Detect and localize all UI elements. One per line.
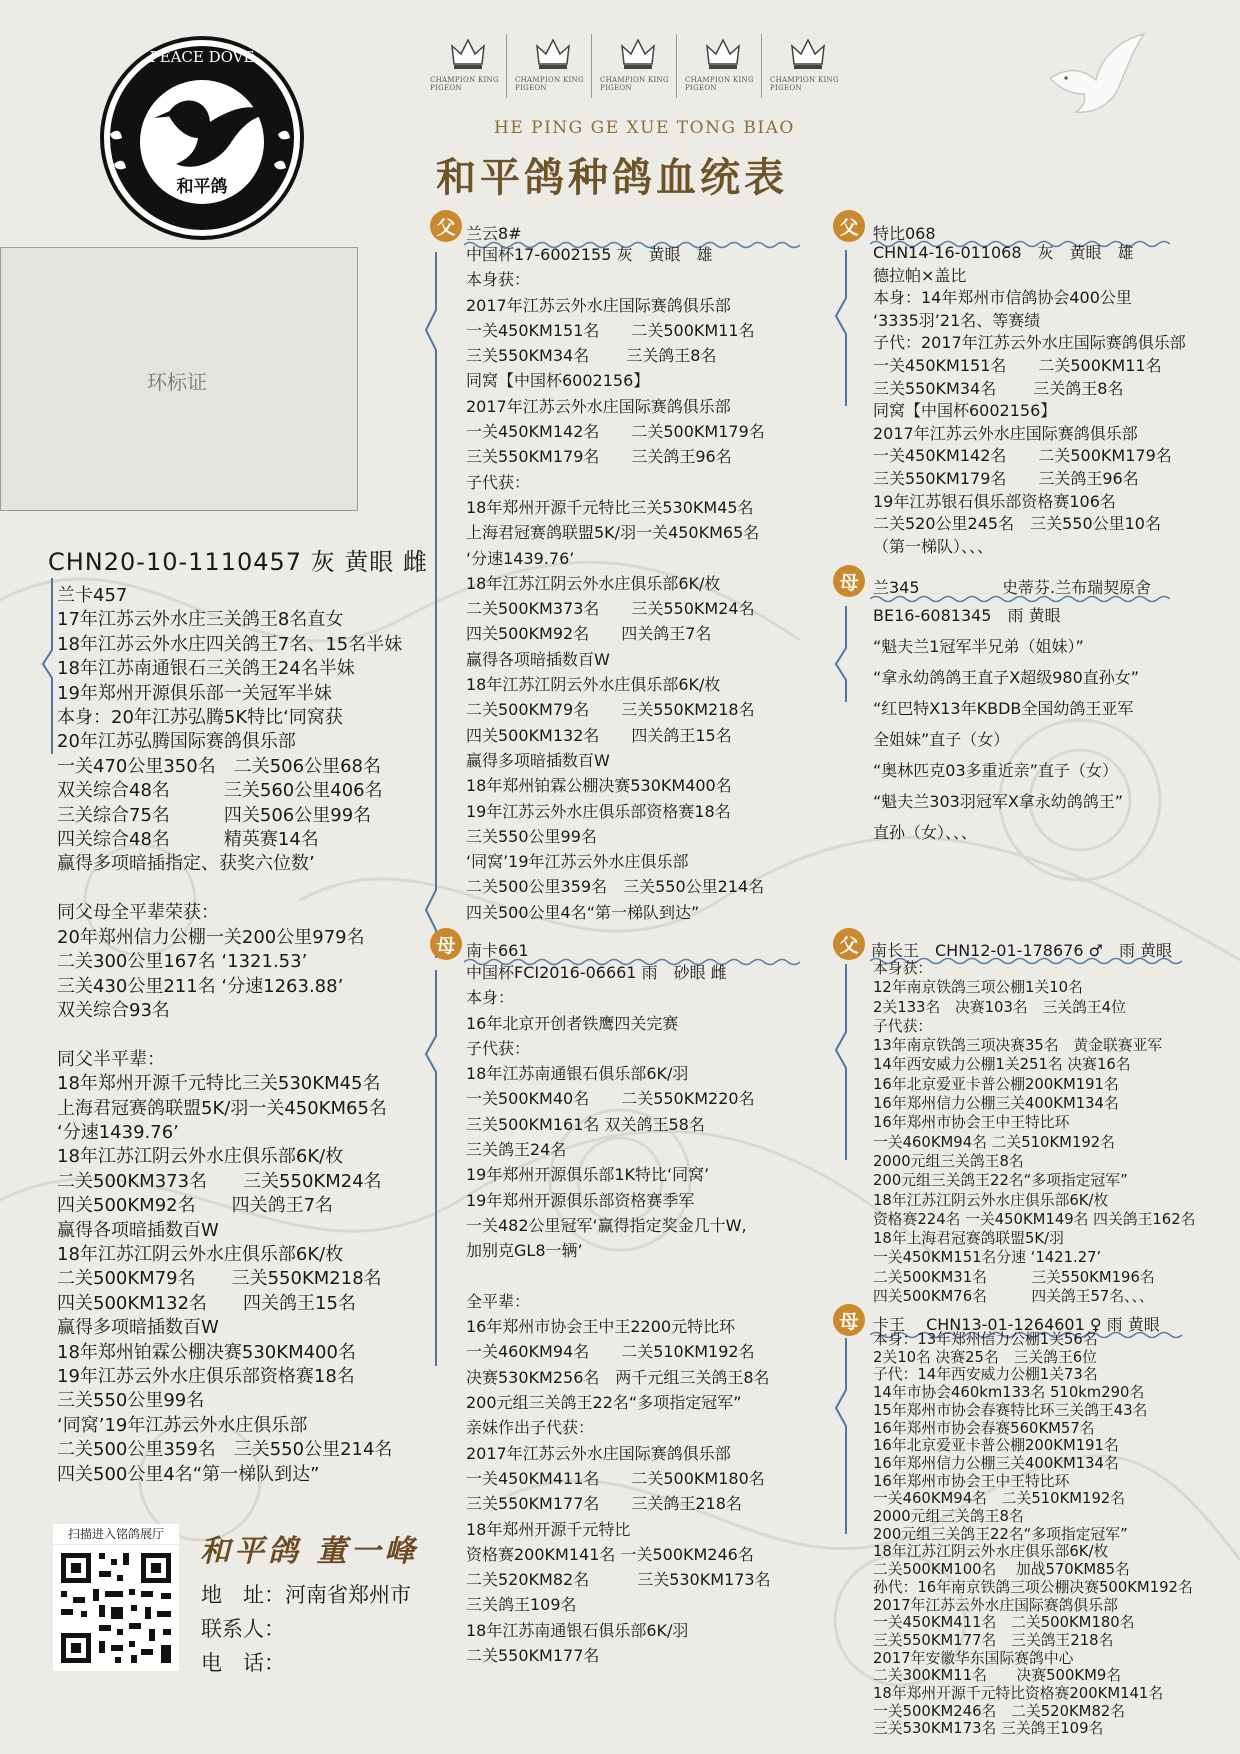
text-line: ‘同窝’19年江苏云外水庄俱乐部 bbox=[466, 852, 689, 872]
text-line: 2017年江苏云外水庄国际赛鸽俱乐部 bbox=[873, 1596, 1118, 1614]
text-line: 一关500KM246名 二关520KM82名 bbox=[873, 1702, 1126, 1720]
text-line: 中国杯FCI2016-06661 雨 砂眼 雌 bbox=[466, 963, 727, 982]
dam-badge: 母 bbox=[430, 928, 462, 960]
qr-code[interactable] bbox=[53, 1545, 179, 1671]
text-line: 三关鸽王24名 bbox=[466, 1140, 567, 1160]
text-line: 一关450KM142名 二关500KM179名 bbox=[466, 422, 765, 442]
text-line: 本身：20年江苏弘腾5K特比‘同窝获 bbox=[57, 707, 343, 729]
text-line: 同父母全平辈荣获： bbox=[57, 902, 219, 924]
text-line: 15年郑州市协会春赛特比环三关鸽王43名 bbox=[873, 1401, 1148, 1419]
qr-caption: 扫描进入铭鸽展厅 bbox=[53, 1524, 179, 1544]
text-line bbox=[466, 1264, 771, 1289]
text-line: 18年郑州铂霖公棚决赛530KM400名 bbox=[466, 776, 732, 796]
text-line: 三关550KM34名 三关鸽王8名 bbox=[873, 378, 1124, 398]
text-line bbox=[57, 1023, 402, 1047]
crown-emblem bbox=[600, 34, 677, 98]
text-line: “奥林匹克03多重近亲”直子（女） bbox=[873, 761, 1118, 780]
text-line: 四关500KM92名 四关鸽王7名 bbox=[466, 624, 712, 644]
text-line: 二关520KM82名 三关530KM173名 bbox=[466, 1570, 771, 1590]
text-line: 赢得多项暗插指定、获奖六位数’ bbox=[57, 853, 315, 875]
text-line: 18年江苏云外水庄四关鸽王7名、15名半妹 bbox=[57, 633, 403, 655]
text-line: 14年市协会460km133名 510km290名 bbox=[873, 1384, 1145, 1402]
text-line: 2关10名 决赛25名 三关鸽王6位 bbox=[873, 1348, 1097, 1366]
text-line: 16年北京开创者铁鹰四关完赛 bbox=[466, 1013, 679, 1033]
text-line: 二关550KM177名 bbox=[466, 1646, 600, 1666]
text-line: 双关综合93名 bbox=[57, 999, 170, 1021]
text-line: 16年郑州信力公棚三关400KM134名 bbox=[873, 1095, 1119, 1113]
text-line: 一关500KM40名 二关550KM220名 bbox=[466, 1089, 755, 1109]
sire-sire-details bbox=[873, 242, 1186, 558]
ring-certificate-box bbox=[0, 247, 358, 511]
text-line: 二关500KM79名 三关550KM218名 bbox=[57, 1268, 382, 1290]
text-line: CHN14-16-011068 灰 黄眼 雄 bbox=[873, 243, 1134, 262]
text-line: 四关500公里4名“第一梯队到达” bbox=[57, 1463, 320, 1485]
text-line: 四关500KM132名 四关鸽王15名 bbox=[466, 725, 732, 745]
crown-emblem bbox=[685, 34, 762, 98]
text-line: 三关500KM161名 双关鸽王58名 bbox=[466, 1114, 705, 1134]
text-line: 二关500KM373名 三关550KM24名 bbox=[466, 599, 755, 619]
text-line: 19年江苏银石俱乐部资格赛106名 bbox=[873, 491, 1116, 511]
dove-icon bbox=[1040, 26, 1150, 122]
sire-details bbox=[466, 242, 765, 925]
peace-dove-logo bbox=[98, 34, 306, 242]
text-line: 子代获： bbox=[466, 472, 531, 492]
subject-id: CHN20-10-1110457 灰 黄眼 雌 bbox=[48, 548, 428, 576]
text-line: 二关300KM11名 决赛500KM9名 bbox=[873, 1667, 1122, 1685]
text-line: 同窝【中国杯6002156】 bbox=[466, 371, 650, 391]
text-line: 18年郑州开源千元特比 bbox=[466, 1519, 631, 1539]
text-line: 一关450KM411名 二关500KM180名 bbox=[873, 1614, 1135, 1632]
text-line: 16年郑州市协会王中王特比环 bbox=[873, 1114, 1070, 1132]
text-line: 18年江苏江阴云外水庄俱乐部6K/枚 bbox=[57, 1243, 344, 1265]
text-line: 16年北京爱亚卡普公棚200KM191名 bbox=[873, 1437, 1119, 1455]
text-line: 上海君冠赛鸽联盟5K/羽一关450KM65名 bbox=[57, 1097, 387, 1119]
text-line: 三关550KM177名 三关鸽王218名 bbox=[873, 1631, 1114, 1649]
text-line: 2000元组三关鸽王8名 bbox=[873, 1152, 1024, 1170]
subject-bracket bbox=[40, 576, 54, 756]
text-line: （第一梯队）、、、 bbox=[873, 536, 994, 556]
text-line: 18年郑州开源千元特比三关530KM45名 bbox=[57, 1073, 381, 1095]
crown-emblem bbox=[515, 34, 592, 98]
text-line: 18年江苏江阴云外水庄俱乐部6K/枚 bbox=[873, 1191, 1109, 1209]
text-line: 三关550KM179名 三关鸽王96名 bbox=[466, 447, 732, 467]
text-line: 中国杯17-6002155 灰 黄眼 雄 bbox=[466, 245, 713, 264]
crown-emblem bbox=[770, 34, 846, 98]
address-label: 地 址： bbox=[201, 1583, 285, 1607]
text-line: 三关530KM173名 三关鸽王109名 bbox=[873, 1720, 1104, 1738]
text-line: 一关460KM94名 二关510KM192名 bbox=[466, 1342, 755, 1362]
text-line: 子代获： bbox=[873, 1017, 933, 1035]
text-line: 一关450KM151名 二关500KM11名 bbox=[466, 320, 755, 340]
text-line: 200元组三关鸽王22名“多项指定冠军” bbox=[466, 1393, 742, 1413]
text-line: 2017年江苏云外水庄国际赛鸽俱乐部 bbox=[466, 1443, 731, 1463]
text-line: 16年郑州市协会王中王2200元特比环 bbox=[466, 1317, 736, 1337]
text-line: 一关450KM142名 二关500KM179名 bbox=[873, 446, 1172, 466]
crown-icon bbox=[618, 34, 658, 74]
text-line: 三关430公里211名 ‘分速1263.88’ bbox=[57, 975, 344, 997]
text-line: 二关520公里245名 三关550公里10名 bbox=[873, 514, 1161, 534]
page-subtitle: HE PING GE XUE TONG BIAO bbox=[494, 118, 795, 138]
crown-caption: CHAMPION KING PIGEON bbox=[515, 76, 584, 92]
text-line: 二关300公里167名 ‘1321.53’ bbox=[57, 951, 308, 973]
contact-info bbox=[201, 1578, 411, 1680]
dam-dam-bracket bbox=[830, 1336, 850, 1536]
text-line: 20年郑州信力公棚一关200公里979名 bbox=[57, 926, 365, 948]
sire-sire-name: 特比068 bbox=[873, 224, 936, 243]
text-line: 本身：13年郑州信力公棚1关56名 bbox=[873, 1331, 1098, 1348]
text-line: 16年郑州信力公棚三关400KM134名 bbox=[873, 1454, 1119, 1472]
text-line: 亲妹作出子代获： bbox=[466, 1418, 595, 1438]
text-line: “魁夫兰303羽冠军X拿永幼鸽鸽王” bbox=[873, 792, 1124, 811]
text-line: 200元组三关鸽王22名“多项指定冠军” bbox=[873, 1525, 1128, 1543]
text-line: 本身获： bbox=[873, 960, 933, 977]
text-line: 子代：2017年江苏云外水庄国际赛鸽俱乐部 bbox=[873, 333, 1186, 353]
text-line: 2017年江苏云外水庄国际赛鸽俱乐部 bbox=[466, 396, 731, 416]
text-line: 子代获： bbox=[466, 1038, 531, 1058]
text-line: ‘同窝’19年江苏云外水庄俱乐部 bbox=[57, 1414, 308, 1436]
text-line: 二关500KM79名 三关550KM218名 bbox=[466, 700, 755, 720]
text-line: 二关500KM373名 三关550KM24名 bbox=[57, 1170, 382, 1192]
text-line bbox=[57, 877, 402, 901]
text-line: 18年上海君冠赛鸽联盟5K/羽 bbox=[873, 1230, 1064, 1248]
text-line: 18年江苏江阴云外水庄俱乐部6K/枚 bbox=[873, 1543, 1109, 1561]
text-line: ‘分速1439.76’ bbox=[466, 548, 575, 568]
text-line: 四关500KM92名 四关鸽王7名 bbox=[57, 1195, 334, 1217]
crown-icon bbox=[703, 34, 743, 74]
text-line: 18年郑州铂霖公棚决赛530KM400名 bbox=[57, 1341, 356, 1363]
text-line: 19年江苏云外水庄俱乐部资格赛18名 bbox=[466, 801, 731, 821]
contact-label: 联系人： bbox=[201, 1617, 285, 1641]
text-line: BE16-6081345 雨 黄眼 bbox=[873, 606, 1061, 625]
crown-caption: CHAMPION KING PIGEON bbox=[685, 76, 754, 92]
crown-row bbox=[430, 34, 850, 98]
text-line: 19年郑州开源俱乐部资格赛季军 bbox=[466, 1190, 695, 1210]
address-row bbox=[201, 1578, 411, 1612]
text-line: 一关482公里冠军‘赢得指定奖金几十W, bbox=[466, 1215, 747, 1235]
text-line: 本身：14年郑州市信鸽协会400公里 bbox=[873, 288, 1132, 308]
text-line: 17年江苏云外水庄三关鸽王8名直女 bbox=[57, 609, 344, 631]
text-line: 一关470公里350名 二关506公里68名 bbox=[57, 755, 381, 777]
text-line: 13年南京铁鸽三项决赛35名 黄金联赛亚军 bbox=[873, 1037, 1163, 1055]
sire-dam-origin: 史蒂芬.兰布瑞契原舍 bbox=[1002, 578, 1152, 597]
phone-label: 电 话： bbox=[201, 1651, 285, 1675]
text-line: 三关综合75名 四关506公里99名 bbox=[57, 804, 372, 826]
text-line: 双关综合48名 三关560公里406名 bbox=[57, 780, 383, 802]
dam-dam-badge: 母 bbox=[833, 1304, 865, 1336]
text-line: 一关450KM151名 二关500KM11名 bbox=[873, 355, 1162, 375]
dam-sire-name: 南长王 CHN12-01-178676 ♂ 雨 黄眼 bbox=[871, 941, 1173, 960]
crown-emblem bbox=[430, 34, 507, 98]
text-line: 三关550KM179名 三关鸽王96名 bbox=[873, 468, 1139, 488]
sire-dam-badge: 母 bbox=[833, 565, 865, 597]
logo-bottom-text: 和平鸽 bbox=[176, 177, 228, 197]
text-line: 三关鸽王109名 bbox=[466, 1595, 577, 1615]
text-line: 18年江苏江阴云外水庄俱乐部6K/枚 bbox=[466, 573, 721, 593]
dam-dam-name: 卡王 CHN13-01-1264601 ♀ 雨 黄眼 bbox=[873, 1315, 1160, 1334]
text-line: 2017年安徽华东国际赛鸽中心 bbox=[873, 1649, 1074, 1667]
text-line: 19年郑州开源俱乐部一关冠军半妹 bbox=[57, 682, 332, 704]
text-line: 全姐妹”直子（女） bbox=[873, 730, 1010, 749]
text-line: 18年郑州开源千元特比资格赛200KM141名 bbox=[873, 1685, 1164, 1703]
sire-bracket bbox=[420, 250, 440, 960]
text-line: 赢得多项暗插数百W bbox=[57, 1317, 219, 1339]
text-line: “红巴特X13年KBDB全国幼鸽王亚军 bbox=[873, 699, 1134, 718]
text-line: 三关550公里99名 bbox=[466, 826, 597, 846]
sire-dam-details bbox=[873, 600, 1139, 848]
signature: 和平鸽 董一峰 bbox=[200, 1534, 419, 1569]
crown-caption: CHAMPION KING PIGEON bbox=[770, 76, 839, 92]
text-line: 三关550KM34名 三关鸽王8名 bbox=[466, 346, 717, 366]
text-line: 加别克GL8一辆’ bbox=[466, 1241, 583, 1261]
text-line: 一关460KM94名 二关510KM192名 bbox=[873, 1490, 1126, 1508]
crown-caption: CHAMPION KING PIGEON bbox=[430, 76, 499, 92]
text-line: 一关460KM94名 二关510KM192名 bbox=[873, 1133, 1115, 1151]
dam-bracket bbox=[420, 968, 440, 1368]
logo-top-text: PEACE DOVE bbox=[149, 48, 255, 66]
text-line: 12年南京铁鸽三项公棚1关10名 bbox=[873, 979, 1083, 997]
text-line: 四关综合48名 精英赛14名 bbox=[57, 829, 319, 851]
text-line: 兰卡457 bbox=[57, 585, 128, 606]
text-line: 四关500KM76名 四关鸽王57名、、、 bbox=[873, 1288, 1154, 1306]
sire-sire-bracket bbox=[830, 248, 850, 408]
text-line: 2000元组三关鸽王8名 bbox=[873, 1508, 1024, 1526]
crown-icon bbox=[448, 34, 488, 74]
text-line: 18年江苏南通银石俱乐部6K/羽 bbox=[466, 1064, 689, 1084]
text-line: 2017年江苏云外水庄国际赛鸽俱乐部 bbox=[873, 423, 1138, 443]
crown-icon bbox=[533, 34, 573, 74]
text-line: 本身获： bbox=[466, 270, 531, 290]
sire-dam-bracket bbox=[830, 604, 850, 704]
text-line: 18年郑州开源千元特比三关530KM45名 bbox=[466, 497, 754, 517]
sire-dam-name: 兰345 bbox=[873, 578, 920, 597]
text-line: “魁夫兰1冠军半兄弟（姐妹）” bbox=[873, 637, 1084, 656]
subject-details bbox=[57, 584, 402, 1487]
dam-sire-badge: 父 bbox=[833, 928, 865, 960]
text-line: 一关450KM151名分速 ‘1421.27’ bbox=[873, 1249, 1102, 1267]
text-line: 二关500KM31名 三关550KM196名 bbox=[873, 1268, 1155, 1286]
crown-icon bbox=[788, 34, 828, 74]
text-line: “拿永幼鸽鸽王直子X超级980直孙女” bbox=[873, 668, 1140, 687]
text-line: 孙代：16年南京铁鸽三项公棚决赛500KM192名 bbox=[873, 1578, 1193, 1596]
text-line: ‘分速1439.76’ bbox=[57, 1121, 179, 1143]
text-line: 18年江苏南通银石三关鸽王24名半妹 bbox=[57, 658, 355, 680]
sire-badge: 父 bbox=[430, 210, 462, 242]
text-line: ‘3335羽’21名、等赛绩 bbox=[873, 310, 1041, 330]
text-line: 三关550KM177名 三关鸽王218名 bbox=[466, 1494, 742, 1514]
text-line: 决赛530KM256名 两千元组三关鸽王8名 bbox=[466, 1367, 770, 1387]
text-line: 200元组三关鸽王22名“多项指定冠军” bbox=[873, 1172, 1128, 1190]
text-line: 18年江苏江阴云外水庄俱乐部6K/枚 bbox=[57, 1146, 344, 1168]
page-title: 和平鸽种鸽血统表 bbox=[436, 154, 788, 201]
text-line: 三关550公里99名 bbox=[57, 1390, 205, 1412]
text-line: 同父半平辈： bbox=[57, 1048, 165, 1070]
dam-name: 南卡661 bbox=[466, 941, 529, 960]
text-line: 全平辈： bbox=[466, 1291, 531, 1311]
text-line: 18年江苏南通银石俱乐部6K/羽 bbox=[466, 1620, 689, 1640]
text-line: 二关500公里359名 三关550公里214名 bbox=[57, 1439, 393, 1461]
text-line: 一关450KM411名 二关500KM180名 bbox=[466, 1468, 765, 1488]
text-line: 赢得多项暗插数百W bbox=[466, 750, 610, 770]
dam-details bbox=[466, 960, 771, 1668]
sire-name: 兰云8# bbox=[466, 224, 522, 243]
text-line: 资格赛224名 一关450KM149名 四关鸽王162名 bbox=[873, 1210, 1196, 1228]
text-line: 资格赛200KM141名 一关500KM246名 bbox=[466, 1544, 754, 1564]
text-line: 19年江苏云外水庄俱乐部资格赛18名 bbox=[57, 1366, 355, 1387]
text-line: 二关500公里359名 三关550公里214名 bbox=[466, 877, 765, 897]
address-value: 河南省郑州市 bbox=[285, 1583, 411, 1607]
text-line: 赢得各项暗插数百W bbox=[57, 1219, 219, 1241]
sire-sire-badge: 父 bbox=[833, 210, 865, 242]
text-line: 19年郑州开源俱乐部1K特比‘同窝’ bbox=[466, 1165, 710, 1185]
crown-caption: CHAMPION KING PIGEON bbox=[600, 76, 669, 92]
text-line: 直孙（女）、、、 bbox=[873, 823, 978, 842]
text-line: 德拉帕×盖比 bbox=[873, 265, 967, 285]
dam-dam-details bbox=[873, 1331, 1193, 1738]
text-line: 四关500KM132名 四关鸽王15名 bbox=[57, 1292, 356, 1314]
text-line: 赢得各项暗插数百W bbox=[466, 649, 610, 669]
text-line: 2关133名 决赛103名 三关鸽王4位 bbox=[873, 998, 1126, 1016]
text-line: 本身： bbox=[466, 988, 515, 1008]
text-line: 子代：14年西安威力公棚1关73名 bbox=[873, 1366, 1098, 1384]
text-line: 18年江苏江阴云外水庄俱乐部6K/枚 bbox=[466, 675, 721, 695]
text-line: 同窝【中国杯6002156】 bbox=[873, 401, 1057, 421]
text-line: 16年北京爱亚卡普公棚200KM191名 bbox=[873, 1075, 1119, 1093]
text-line: 四关500公里4名“第一梯队到达” bbox=[466, 902, 700, 922]
ring-certificate-label: 环标证 bbox=[147, 370, 207, 394]
text-line: 上海君冠赛鸽联盟5K/羽一关450KM65名 bbox=[466, 523, 760, 543]
phone-row bbox=[201, 1646, 411, 1680]
text-line: 2017年江苏云外水庄国际赛鸽俱乐部 bbox=[466, 295, 731, 315]
text-line: 二关500KM100名 加战570KM85名 bbox=[873, 1561, 1130, 1579]
text-line: 16年郑州市协会王中王特比环 bbox=[873, 1472, 1070, 1490]
text-line: 14年西安威力公棚1关251名 决赛16名 bbox=[873, 1056, 1131, 1074]
text-line: 20年江苏弘腾国际赛鸽俱乐部 bbox=[57, 731, 296, 753]
dam-sire-bracket bbox=[830, 962, 850, 1162]
text-line: 16年郑州市协会春赛560KM57名 bbox=[873, 1419, 1095, 1437]
contact-row bbox=[201, 1612, 411, 1646]
dam-sire-details bbox=[873, 959, 1195, 1306]
